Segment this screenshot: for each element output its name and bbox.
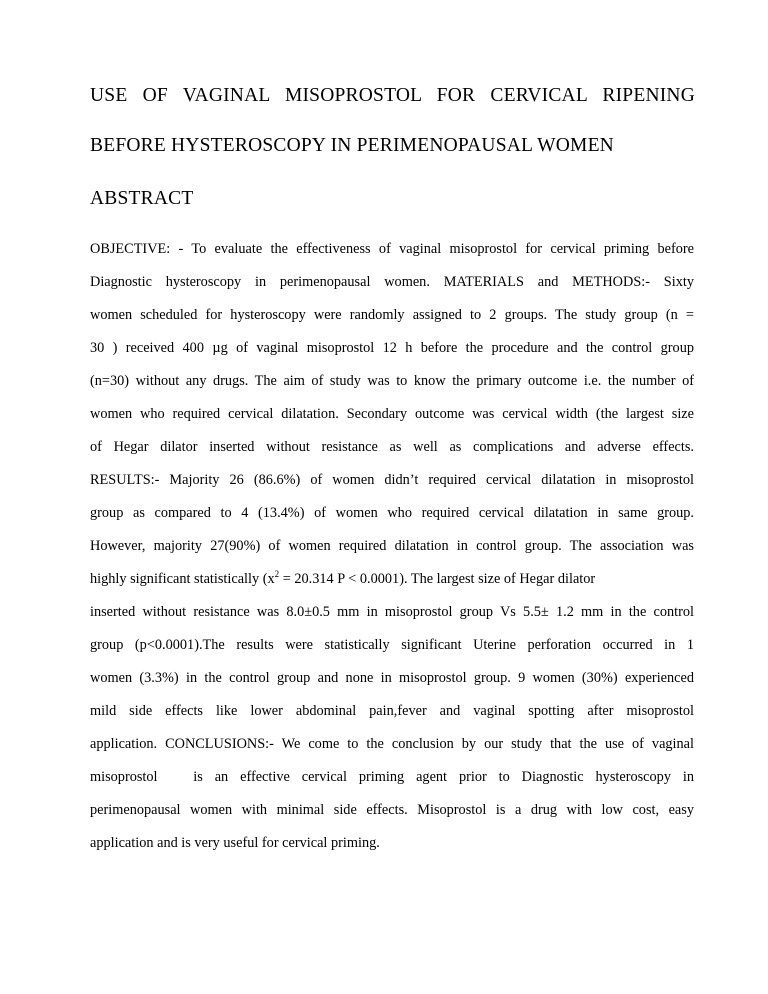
abstract-line: perimenopausal women with minimal side effects. Misoprostol is a drug with low cost, easy: [90, 802, 694, 818]
abstract-line: women (3.3%) in the control group and none in misoprostol group. 9 women (30%) experienced: [90, 670, 694, 686]
abstract-heading: ABSTRACT: [90, 188, 194, 209]
abstract-line: However, majority 27(90%) of women required dilatation in control group. The association was: [90, 538, 694, 554]
abstract-line: women scheduled for hysteroscopy were randomly assigned to 2 groups. The study group (n =: [90, 307, 694, 323]
abstract-line: RESULTS:- Majority 26 (86.6%) of women didn’t required cervical dilatation in misoprostol: [90, 472, 694, 488]
chi-square-text-after: = 20.314 P < 0.0001). The largest size of Hegar dilator: [279, 571, 596, 587]
abstract-line: 30 ) received 400 µg of vaginal misoprostol 12 h before the procedure and the control group: [90, 340, 694, 356]
chi-square-superscript: 2: [274, 569, 280, 580]
abstract-line-last: application and is very useful for cervical priming.: [90, 835, 380, 851]
paper-title-line-1: USE OF VAGINAL MISOPROSTOL FOR CERVICAL RIPENING: [90, 85, 695, 106]
abstract-line: group (p<0.0001).The results were statistically significant Uterine perforation occurred in 1: [90, 637, 694, 653]
abstract-line: Diagnostic hysteroscopy in perimenopausal women. MATERIALS and METHODS:- Sixty: [90, 274, 694, 290]
paper-title-line-2: BEFORE HYSTEROSCOPY IN PERIMENOPAUSAL WOMEN: [90, 135, 614, 156]
abstract-line: of Hegar dilator inserted without resistance as well as complications and adverse effects.: [90, 439, 694, 455]
abstract-line: OBJECTIVE: - To evaluate the effectiveness of vaginal misoprostol for cervical priming before: [90, 241, 694, 257]
abstract-line: application. CONCLUSIONS:- We come to the conclusion by our study that the use of vaginal: [90, 736, 694, 752]
abstract-line: (n=30) without any drugs. The aim of study was to know the primary outcome i.e. the number of: [90, 373, 694, 389]
abstract-line: women who required cervical dilatation. Secondary outcome was cervical width (the largest size: [90, 406, 694, 422]
abstract-line: mild side effects like lower abdominal pain,fever and vaginal spotting after misoprostol: [90, 703, 694, 719]
abstract-line: group as compared to 4 (13.4%) of women who required cervical dilatation in same group.: [90, 505, 694, 521]
chi-square-text-before: highly significant statistically (x: [90, 571, 275, 587]
abstract-line: misoprostol is an effective cervical priming agent prior to Diagnostic hysteroscopy in: [90, 769, 694, 785]
abstract-line: inserted without resistance was 8.0±0.5 mm in misoprostol group Vs 5.5± 1.2 mm in the control: [90, 604, 694, 620]
abstract-line-chi-square: [90, 570, 694, 588]
